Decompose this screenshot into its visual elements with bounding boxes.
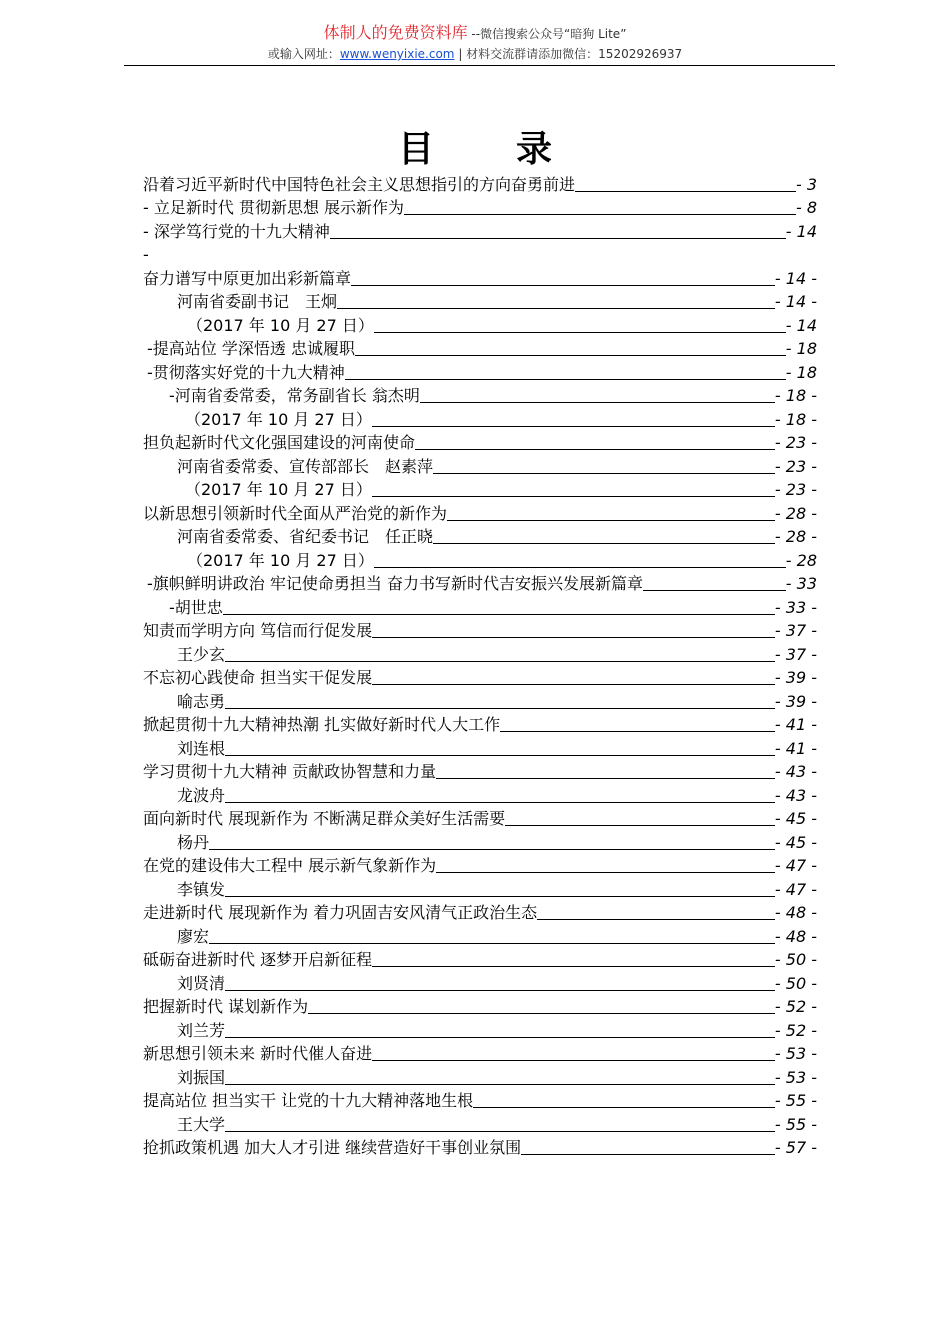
- toc-entry-page: - 14: [785, 221, 817, 241]
- toc-entry[interactable]: [143, 265, 817, 289]
- toc-entry[interactable]: [143, 1064, 817, 1088]
- toc-entry-title: - 立足新时代 贯彻新思想 展示新作为: [143, 198, 405, 217]
- toc-entry[interactable]: [143, 289, 817, 313]
- toc-entry-title: 走进新时代 展现新作为 着力巩固吉安风清气正政治生态: [143, 903, 538, 922]
- toc-entry[interactable]: [143, 453, 817, 477]
- toc-entry[interactable]: [143, 406, 817, 430]
- toc-leader-line: [372, 637, 775, 638]
- toc-entry[interactable]: [143, 923, 817, 947]
- toc-entry-title: 王少玄: [177, 644, 226, 664]
- title-char-2: 录: [516, 129, 553, 170]
- toc-entry-page: - 45 -: [774, 832, 817, 852]
- toc-entry[interactable]: [143, 242, 817, 266]
- toc-entry-page: - 37 -: [774, 644, 817, 664]
- toc-entry-page: - 55 -: [774, 1091, 817, 1110]
- toc-entry[interactable]: [143, 524, 817, 548]
- toc-entry[interactable]: [143, 947, 817, 971]
- toc-entry-title: （2017 年 10 月 27 日）: [185, 480, 372, 499]
- toc-entry[interactable]: [143, 500, 817, 524]
- toc-entry[interactable]: [143, 970, 817, 994]
- toc-leader-line: [355, 355, 786, 356]
- toc-leader-line: [505, 825, 775, 826]
- toc-entry-title: 刘贤清: [177, 973, 226, 993]
- toc-entry[interactable]: [143, 759, 817, 783]
- toc-leader-line: [537, 919, 775, 920]
- toc-entry-title: 喻志勇: [177, 691, 226, 711]
- toc-leader-line: [436, 872, 775, 873]
- toc-entry-page: - 18: [785, 339, 817, 358]
- toc-entry[interactable]: [143, 688, 817, 712]
- toc-entry-page: - 23 -: [774, 480, 817, 499]
- toc-entry-page: - 28: [785, 550, 817, 570]
- site-prefix: 或输入网址：: [267, 47, 340, 61]
- toc-entry-title: 奋力谱写中原更加出彩新篇章: [143, 268, 352, 288]
- title-char-1: 目: [397, 129, 434, 170]
- toc-entry[interactable]: [143, 994, 817, 1018]
- toc-leader-line: [308, 1013, 775, 1014]
- toc-leader-line: [433, 543, 775, 544]
- toc-entry-page: - 18: [785, 362, 817, 382]
- wechat-note: --微信搜索公众号“暗狗 Lite”: [467, 27, 627, 41]
- toc-leader-line: [415, 449, 775, 450]
- toc-entry[interactable]: [143, 712, 817, 736]
- toc-leader-line: [643, 590, 786, 591]
- toc-leader-line: [372, 496, 775, 497]
- toc-entry-page: - 39 -: [774, 668, 817, 687]
- toc-leader-line: [372, 966, 775, 967]
- toc-leader-line: [575, 191, 796, 192]
- toc-entry-title: 新思想引领未来 新时代催人奋进: [143, 1044, 373, 1063]
- toc-entry-title: 以新思想引领新时代全面从严治党的新作为: [143, 503, 448, 523]
- toc-entry-title: 学习贯彻十九大精神 贡献政协智慧和力量: [143, 762, 437, 781]
- toc-entry-title: 抢抓政策机遇 加大人才引进 继续营造好干事创业氛围: [143, 1138, 522, 1157]
- toc-leader-line: [225, 802, 775, 803]
- toc-entry[interactable]: [143, 218, 817, 242]
- toc-entry-page: - 14: [785, 315, 817, 335]
- toc-leader-line: [225, 896, 775, 897]
- toc-leader-line: [433, 473, 775, 474]
- toc-entry-title: 河南省委常委、省纪委书记 任正晓: [177, 527, 434, 546]
- toc-entry[interactable]: [143, 477, 817, 501]
- toc-entry[interactable]: [143, 571, 817, 595]
- toc-entry-title: （2017 年 10 月 27 日）: [187, 550, 374, 570]
- toc-leader-line: [420, 402, 775, 403]
- toc-entry-page: - 28 -: [774, 503, 817, 523]
- toc-entry-page: - 37 -: [774, 621, 817, 640]
- toc-entry-title: 沿着习近平新时代中国特色社会主义思想指引的方向奋勇前进: [143, 174, 576, 194]
- toc-entry-title: 担负起新时代文化强国建设的河南使命: [143, 433, 416, 452]
- table-of-contents: [143, 171, 817, 1158]
- toc-entry-title: 把握新时代 谋划新作为: [143, 997, 309, 1016]
- toc-leader-line: [337, 308, 775, 309]
- toc-entry-title: 掀起贯彻十九大精神热潮 扎实做好新时代人大工作: [143, 715, 501, 734]
- toc-entry[interactable]: [143, 853, 817, 877]
- toc-leader-line: [225, 1084, 775, 1085]
- toc-entry[interactable]: [143, 665, 817, 689]
- toc-leader-line: [225, 708, 775, 709]
- toc-entry-page: - 3: [795, 174, 817, 194]
- toc-entry-page: - 47 -: [774, 856, 817, 875]
- toc-leader-line: [372, 426, 775, 427]
- toc-entry-page: - 23 -: [774, 433, 817, 452]
- toc-entry-page: - 53 -: [774, 1067, 817, 1087]
- toc-entry-title: 河南省委常委、宣传部部长 赵素萍: [177, 456, 434, 476]
- toc-leader-line: [225, 1037, 775, 1038]
- toc-entry[interactable]: [143, 359, 817, 383]
- toc-entry-title: -: [143, 245, 149, 264]
- toc-entry-title: （2017 年 10 月 27 日）: [185, 409, 372, 429]
- toc-entry[interactable]: [143, 1017, 817, 1041]
- toc-entry-title: 提高站位 担当实干 让党的十九大精神落地生根: [143, 1091, 474, 1110]
- toc-entry-page: - 50 -: [774, 973, 817, 993]
- toc-entry[interactable]: [143, 430, 817, 454]
- toc-entry-page: - 23 -: [774, 456, 817, 476]
- toc-entry-title: 河南省委副书记 王炯: [177, 292, 338, 311]
- toc-entry-page: - 50 -: [774, 950, 817, 969]
- toc-entry-title: -旗帜鲜明讲政治 牢记使命勇担当 奋力书写新时代吉安振兴发展新篇章: [147, 574, 643, 593]
- toc-entry-page: - 33 -: [774, 597, 817, 617]
- toc-leader-line: [404, 214, 796, 215]
- toc-entry-page: - 45 -: [774, 809, 817, 828]
- page-header: [0, 22, 950, 63]
- toc-entry-page: - 18 -: [774, 409, 817, 429]
- toc-entry-page: - 57 -: [774, 1138, 817, 1157]
- toc-entry-title: 在党的建设伟大工程中 展示新气象新作为: [143, 856, 437, 875]
- toc-entry-title: 不忘初心践使命 担当实干促发展: [143, 668, 373, 687]
- toc-entry[interactable]: [143, 594, 817, 618]
- toc-entry-page: - 43 -: [774, 762, 817, 781]
- toc-entry-title: -贯彻落实好党的十九大精神: [147, 362, 345, 382]
- toc-entry-title: -提高站位 学深悟透 忠诚履职: [147, 339, 355, 358]
- toc-leader-line: [223, 614, 775, 615]
- toc-entry-page: - 39 -: [774, 691, 817, 711]
- toc-leader-line: [225, 661, 775, 662]
- toc-leader-line: [500, 731, 775, 732]
- toc-entry-title: 刘兰芳: [177, 1020, 226, 1040]
- toc-entry-title: 刘振国: [177, 1067, 226, 1087]
- toc-entry-title: - 深学笃行党的十九大精神: [143, 221, 330, 241]
- toc-entry[interactable]: [143, 735, 817, 759]
- toc-entry-page: - 48 -: [774, 903, 817, 922]
- toc-entry-page: - 48 -: [774, 926, 817, 946]
- toc-leader-line: [436, 778, 775, 779]
- toc-entry-title: 李镇发: [177, 879, 226, 899]
- toc-entry-page: - 41 -: [774, 738, 817, 758]
- toc-leader-line: [521, 1154, 775, 1155]
- toc-leader-line: [447, 520, 775, 521]
- toc-leader-line: [374, 567, 786, 568]
- toc-entry-title: （2017 年 10 月 27 日）: [187, 315, 374, 335]
- header-line-2: [0, 45, 950, 63]
- toc-leader-line: [374, 332, 786, 333]
- toc-entry-title: 廖宏: [177, 926, 210, 946]
- contact-text: | 材料交流群请添加微信：15202926937: [454, 47, 683, 61]
- toc-leader-line: [225, 1131, 775, 1132]
- toc-leader-line: [225, 990, 775, 991]
- toc-entry[interactable]: [143, 900, 817, 924]
- toc-leader-line: [372, 684, 775, 685]
- page-title: [0, 126, 950, 174]
- header-line-1: [0, 22, 950, 45]
- toc-entry[interactable]: [143, 1135, 817, 1159]
- toc-entry-page: - 52 -: [774, 1020, 817, 1040]
- toc-entry-title: 杨丹: [177, 832, 210, 852]
- toc-entry-page: - 53 -: [774, 1044, 817, 1063]
- toc-leader-line: [330, 238, 786, 239]
- toc-entry[interactable]: [143, 195, 817, 219]
- toc-entry-page: - 52 -: [774, 997, 817, 1016]
- toc-entry-page: - 14 -: [774, 292, 817, 311]
- toc-entry-title: 知责而学明方向 笃信而行促发展: [143, 621, 373, 640]
- toc-entry-title: -河南省委常委，常务副省长 翁杰明: [169, 386, 420, 405]
- toc-leader-line: [225, 755, 775, 756]
- toc-entry[interactable]: [143, 829, 817, 853]
- toc-entry-title: -胡世忠: [169, 597, 223, 617]
- brand-text: 体制人的免费资料库: [323, 23, 468, 42]
- toc-entry[interactable]: [143, 876, 817, 900]
- toc-entry[interactable]: [143, 171, 817, 195]
- toc-entry[interactable]: [143, 336, 817, 360]
- toc-entry[interactable]: [143, 782, 817, 806]
- toc-entry-title: 面向新时代 展现新作为 不断满足群众美好生活需要: [143, 809, 506, 828]
- toc-entry[interactable]: [143, 1111, 817, 1135]
- toc-leader-line: [209, 943, 775, 944]
- toc-entry[interactable]: [143, 1041, 817, 1065]
- toc-entry-title: 龙波舟: [177, 785, 226, 805]
- toc-entry-page: - 55 -: [774, 1114, 817, 1134]
- site-link[interactable]: www.wenyixie.com: [339, 47, 455, 61]
- toc-leader-line: [473, 1107, 775, 1108]
- toc-entry-title: 砥砺奋进新时代 逐梦开启新征程: [143, 950, 373, 969]
- toc-entry-page: - 8: [795, 198, 817, 217]
- toc-entry-page: - 14 -: [774, 268, 817, 288]
- toc-entry-page: - 28 -: [774, 527, 817, 546]
- toc-entry-title: 刘连根: [177, 738, 226, 758]
- header-divider: [124, 65, 835, 66]
- toc-entry-page: - 43 -: [774, 785, 817, 805]
- toc-entry[interactable]: [143, 806, 817, 830]
- toc-entry-page: - 33: [785, 574, 817, 593]
- toc-entry-page: - 18 -: [774, 386, 817, 405]
- toc-entry[interactable]: [143, 383, 817, 407]
- toc-entry[interactable]: [143, 618, 817, 642]
- toc-leader-line: [209, 849, 775, 850]
- toc-entry-title: 王大学: [177, 1114, 226, 1134]
- toc-leader-line: [345, 379, 786, 380]
- toc-entry-page: - 47 -: [774, 879, 817, 899]
- toc-entry[interactable]: [143, 641, 817, 665]
- toc-entry[interactable]: [143, 547, 817, 571]
- toc-entry[interactable]: [143, 1088, 817, 1112]
- toc-entry-page: - 41 -: [774, 715, 817, 734]
- toc-leader-line: [351, 285, 775, 286]
- toc-entry[interactable]: [143, 312, 817, 336]
- toc-leader-line: [372, 1060, 775, 1061]
